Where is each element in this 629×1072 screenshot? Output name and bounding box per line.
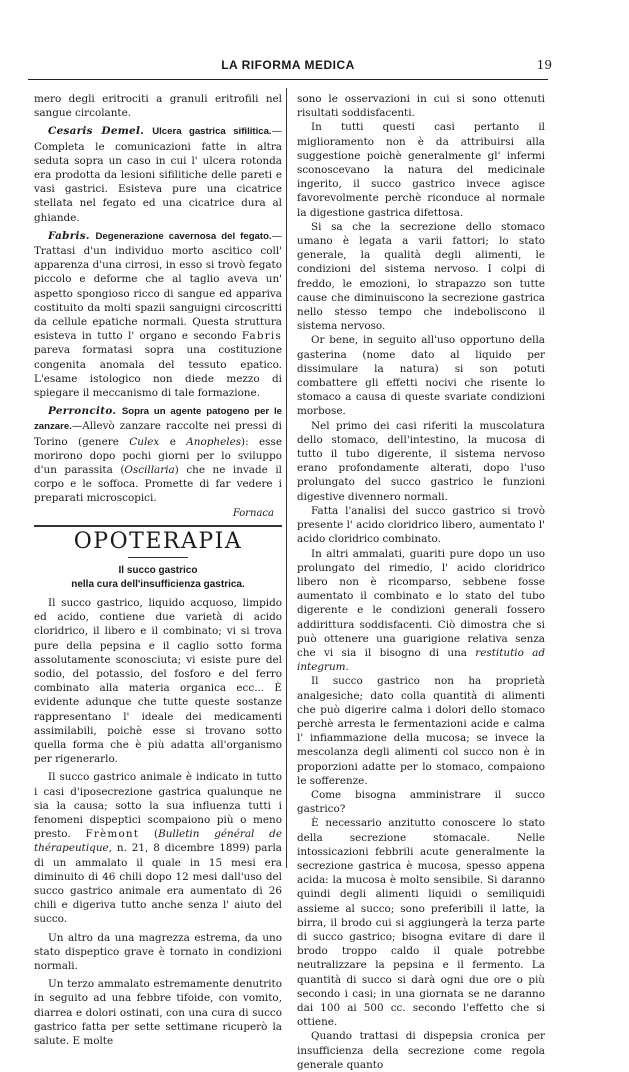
- paragraph-text: È necessario anzitutto conoscere lo stato della secrezione stomacale. Nelle intossicazioni febbrili acute generalmente la secrezione gastrica è mucosa, spesso appena acida: la mucosa è molto sensibile. Si daranno quindi degli alimenti liquidi o semiliquidi assieme al succo; sono preferibili il latte, la birra, il brodo cui si aggiungerà la terza parte di succo gastrico; bisogna evitare di dare il brodo troppo caldo il quale potrebbe neutralizzare la pepsina e il fermento. La quantità di succo si darà ogni due ore o più secondo i casi; in una giornata se ne daranno dai 100 ai 500 cc. secondo l'effetto che si ottiene.: [297, 817, 545, 1029]
- report-perroncito: [34, 404, 282, 505]
- section-rule-short: [128, 557, 188, 558]
- section-title: OPOTERAPIA: [73, 528, 243, 554]
- paragraph-text: Come bisogna amministrare il succo gastrico?: [297, 788, 545, 816]
- report-text-perroncito: —Allevò zanzare raccolte nei pressi di Torino (genere: [34, 420, 282, 448]
- author-demel: Cesaris Demel.: [48, 125, 145, 138]
- running-header: [28, 58, 552, 76]
- left-column: [34, 92, 282, 1048]
- spaced-name-fremont: Frèmont: [85, 828, 140, 841]
- paragraph-chronic: [297, 1029, 545, 1072]
- paragraph-analgesic: [297, 674, 545, 788]
- paragraph-administration: [297, 816, 545, 1029]
- author-perroncito: Perroncito.: [48, 405, 117, 418]
- paren-open: (: [139, 828, 159, 841]
- report-title-fabris: Degenerazione cavernosa del fegato.: [95, 230, 272, 242]
- paragraph-text: Fatta l'analisi del succo gastrico si trovò presente l' acido cloridrico libero, aumentato l' acido cloridrico combinato.: [297, 504, 545, 546]
- paragraph-suggestion: [297, 120, 545, 219]
- article-paragraph-2: [34, 770, 282, 926]
- paragraph-gasterina: [297, 333, 545, 418]
- paragraph-text: Il succo gastrico, liquido acquoso, limpido ed acido, contiene due varietà di acido cloridrico, il libero e il combinato; vi si trova pure della pepsina e il caglio sotto forma assolutamente sconosciuta; vi esiste pure del sodio, del potassio, del fosforo e del ferro combinato alla materia organica ecc... È evidente adunque che tutte queste sostanze rappresentano l' ideale dei medicamenti assimilabili, poichè esse si trovano sotto quella forma che è più adatta all'organismo per rigenerarlo.: [34, 596, 282, 766]
- latin-phrase: restitutio ad integrum: [297, 646, 546, 674]
- paragraph-other-patients: [297, 547, 545, 675]
- paragraph-analysis: [297, 504, 545, 547]
- article-paragraph-3: [34, 931, 282, 974]
- paragraph-text: Il succo gastrico non ha proprietà analgesiche; dato colla quantità di alimenti che può digerire calma i dolori dello stomaco perchè arresta le fermentazioni acide e calma l' infiammazione della mucosa; se invece la mescolanza degli alimenti col succo non è in proporzioni adatte per lo stomaco, compaiono le sofferenze.: [297, 675, 545, 787]
- report-text-demel: —Completa le comunicazioni fatte in altra seduta sopra un caso in cui l' ulcera rotonda era prodotta da lesioni sifilitiche delle pareti e vasi gastrici. Esisteva pure una cicatrice stellata nel fegato ed una cicatrice dura al ghiande.: [34, 125, 282, 224]
- cited-journal: Bulletin général de thérapeutique: [34, 828, 282, 855]
- paragraph-text-cont: , n. 21, 8 dicembre 1899) parla di un ammalato il quale in 15 mesi era diminuito di 46 chili dopo 12 mesi dall'uso del succo gastrico animale era aumentato di 26 chili e digeriva tutto anche senza l' aiuto del succo.: [34, 842, 282, 926]
- section-rule-top: [34, 525, 282, 527]
- author-fabris: Fabris.: [48, 229, 90, 242]
- signature: Fornaca: [232, 507, 274, 519]
- report-demel: [34, 124, 282, 224]
- report-text-fabris: —Trattasi d'un individuo morto ascitico coll' apparenza d'una cirrosi, in esso si trovò fegato piccolo e deforme che al taglio aveva un' aspetto spongioso ricco di sangue ed appariva costituito da molti spazii sanguigni circoscritti da cellule epatiche normali. Questa struttura esisteva in tutto l' organo e secondo: [34, 229, 283, 343]
- paragraph-continuation: [297, 92, 545, 120]
- paragraph-text: Nel primo dei casi riferiti la muscolatura dello stomaco, dell'intestino, la mucosa di tutto il tubo digerente, il sistema nervoso erano profondamente alterati, dopo l'uso prolungato del succo gastrico le funzioni digestive divennero normali.: [297, 419, 545, 503]
- paragraph-text: sono le osservazioni in cui si sono ottenuti risultati soddisfacenti.: [297, 93, 545, 120]
- journal-title: LA RIFORMA MEDICA: [221, 58, 355, 72]
- paragraph-text: Si sa che la secrezione dello stomaco umano è legata a varii fattori; lo stato generale, la qualità degli alimenti, le condizioni del sistema nervoso. I colpi di freddo, le emozioni, lo strapazzo son tutte cause che diminuiscono la secrezione gastrica nello stesso tempo che indeboliscono il sistema nervoso.: [297, 220, 545, 333]
- header-rule: [28, 79, 548, 80]
- page-number: 19: [536, 58, 552, 72]
- paragraph-text: Il succo gastrico animale è indicato in tutto i casi d'iposecrezione gastrica qualunque ne sia la causa; sotto la sua influenza tutti i fenomeni dispeptici scompaiono più o meno presto.: [34, 771, 282, 841]
- report-text-perroncito-cont: ): esse morirono dopo pochi giorni per lo sviluppo d'un parassita (: [34, 435, 282, 477]
- genus-culex: Culex: [129, 435, 160, 448]
- period: .: [345, 661, 349, 674]
- article-paragraph-1: [34, 596, 282, 766]
- article-title-line-2: nella cura dell'insufficienza gastrica.: [71, 578, 245, 590]
- paragraph-text: Un altro da una magrezza estrema, da uno stato dispeptico grave è tornato in condizioni normali.: [34, 931, 282, 972]
- paragraph-text: Or bene, in seguito all'uso opportuno della gasterina (nome dato al liquido per dissimulare la natura) si son potuti combattere gli effetti nocivi che risente lo stomaco a causa di queste svariate condizioni morbose.: [297, 334, 545, 418]
- genus-anopheles: Anopheles: [186, 435, 242, 448]
- paragraph-text: In altri ammalati, guariti pure dopo un uso prolungato del rimedio, l' acido cloridrico libero non è ricomparso, sebbene fosse aumentato il combinato e lo stato del tubo digerente e le condizioni generali fossero addirittura soddisfacenti. Ciò dimostra che si può ottenere una guarigione relativa senza che vi sia il bisogno di una: [297, 547, 545, 659]
- article-title-line-1: Il succo gastrico: [118, 564, 198, 576]
- article-paragraph-4: [34, 977, 282, 1048]
- paragraph-text: In tutti questi casi pertanto il miglioramento non è da attribuirsi alla suggestione poichè generalmente gl' infermi sconoscevano la natura del medicinale ingerito, il succo gastrico invece agisce favorevolmente perchè riconduce al normale la digestione gastrica difettosa.: [297, 121, 545, 219]
- genus-oscillaria: Oscillaria: [124, 464, 175, 477]
- paragraph-text: Quando trattasi di dispepsia cronica per insufficienza della secrezione come regola generale quanto: [297, 1030, 545, 1071]
- paragraph-first-case: [297, 419, 545, 504]
- paragraph-continuation: [34, 92, 282, 120]
- spaced-name-fabris: Fabris: [241, 330, 282, 343]
- paragraph-question: [297, 788, 545, 816]
- paragraph-text: Un terzo ammalato estremamente denutrito in seguito ad una febbre tifoide, con vomito, diarrea e dolori ostinati, con una cura di succo gastrico fatta per sette settimane ricuperò la salute. E molte: [34, 978, 282, 1047]
- paragraph-secretion: [297, 220, 545, 334]
- report-title-perroncito: Sopra un agente patogeno per le zanzare.: [34, 406, 282, 433]
- conjunction: e: [159, 435, 187, 448]
- report-text-fabris-cont: pareva formatasi sopra una costituzione congenita anomala del tessuto epatico. L'esame istologico non diede mezzo di spiegare il meccanismo di tale formazione.: [34, 344, 282, 400]
- report-fabris: [34, 229, 282, 400]
- report-title-demel: Ulcera gastrica sifilitica.: [152, 126, 272, 138]
- paragraph-text: mero degli eritrociti a granuli eritrofili nel sangue circolante.: [34, 93, 282, 120]
- report-text-perroncito-end: ) che ne invade il corpo e le soffoca. Promette di far vedere i preparati microscopici.: [34, 464, 282, 505]
- right-column: [297, 92, 545, 1072]
- column-divider: [286, 88, 287, 868]
